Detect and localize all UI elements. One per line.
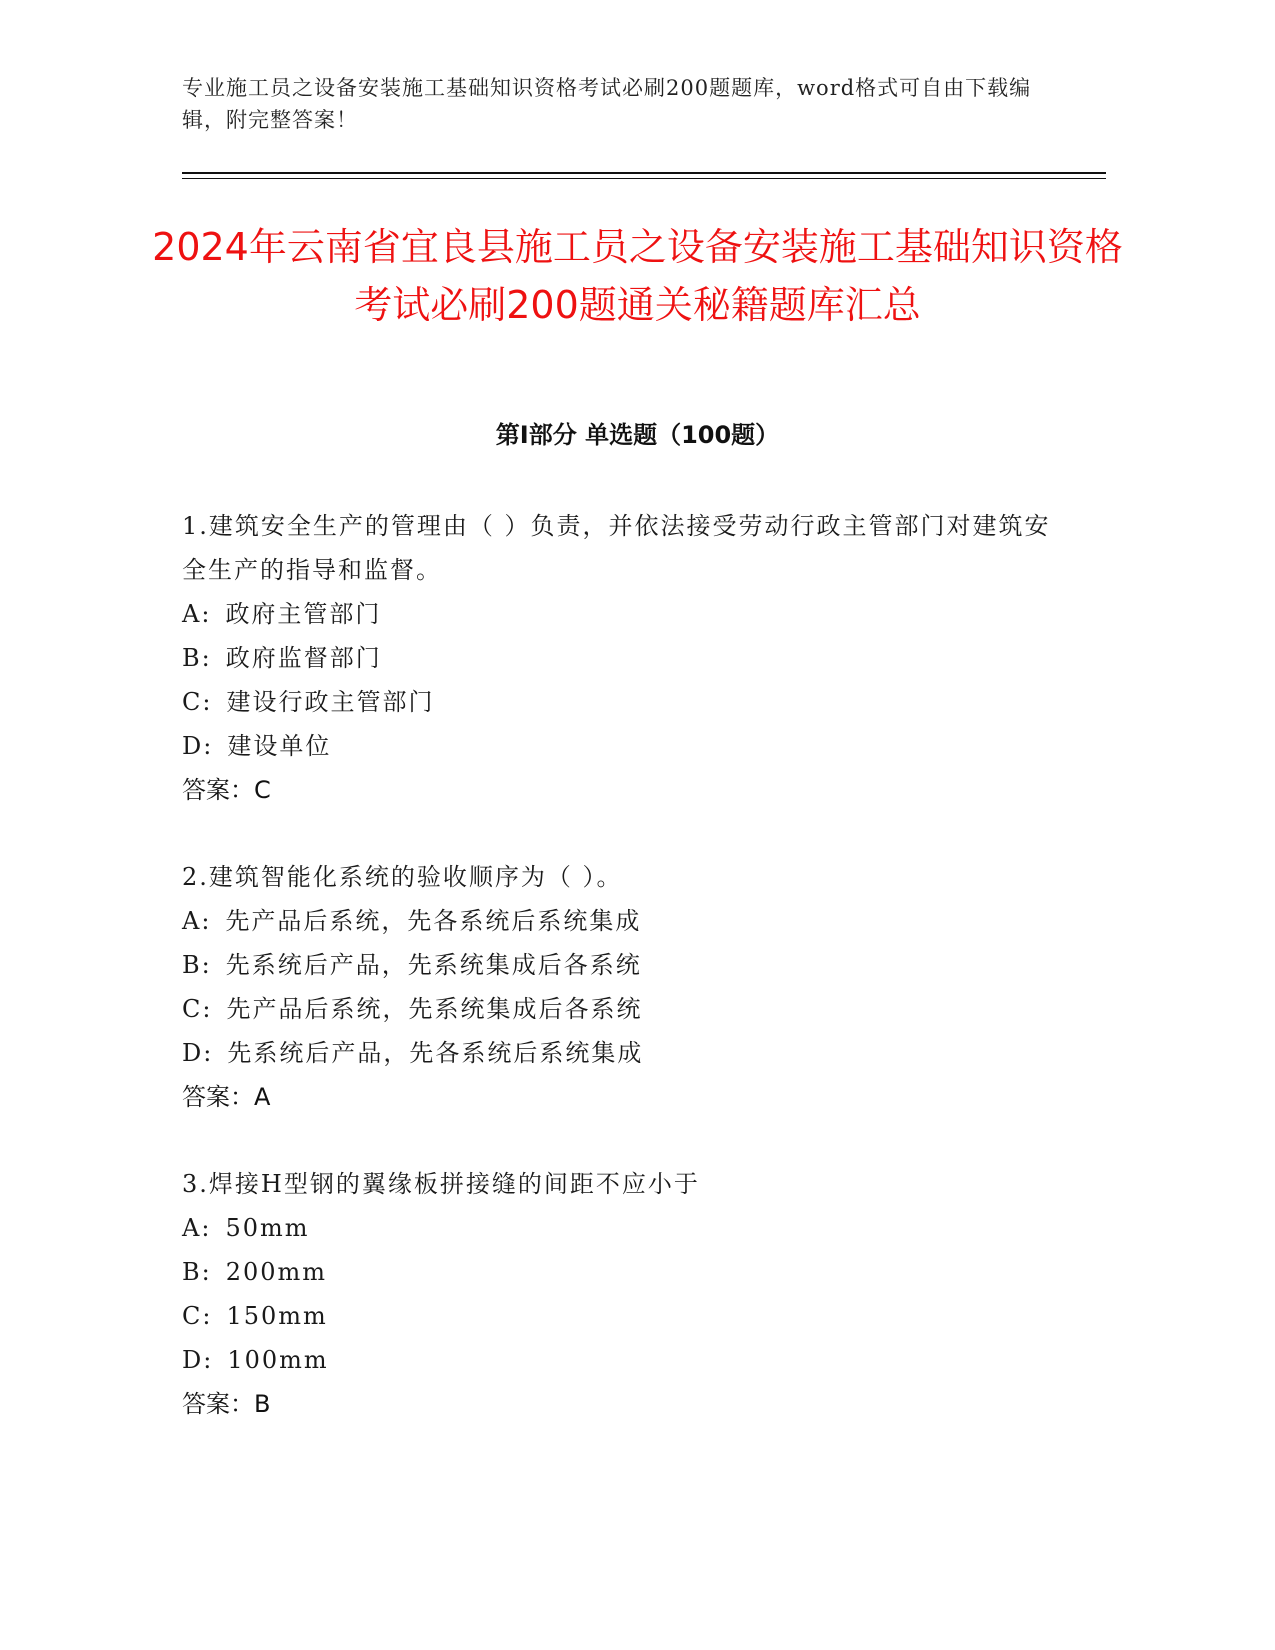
option-separator: :: [203, 732, 214, 760]
answer-line: [182, 768, 1062, 812]
option-c: [182, 1294, 1062, 1338]
option-d: [182, 1031, 1062, 1075]
question-1: [182, 504, 1062, 812]
document-title: 2024年云南省宜良县施工员之设备安装施工基础知识资格考试必刷200题通关秘籍题库汇总: [152, 225, 1123, 327]
header-rule-thin: [182, 178, 1106, 179]
question-3: [182, 1162, 1062, 1426]
option-text: 先系统后产品，先各系统后系统集成: [227, 1039, 644, 1067]
option-key: B: [182, 644, 202, 672]
option-key: D: [182, 732, 204, 760]
header-note: 专业施工员之设备安装施工基础知识资格考试必刷200题题库，word格式可自由下载编辑，附完整答案！: [182, 76, 1032, 132]
option-separator: :: [201, 1258, 212, 1286]
option-a: [182, 899, 1062, 943]
option-text: 200mm: [225, 1258, 328, 1286]
option-key: C: [182, 1302, 203, 1330]
option-text: 50mm: [225, 1214, 310, 1242]
option-separator: :: [201, 1214, 212, 1242]
option-separator: :: [201, 600, 212, 628]
option-text: 100mm: [227, 1346, 329, 1374]
option-separator: :: [202, 1302, 213, 1330]
option-separator: :: [202, 995, 213, 1023]
answer-label: 答案：: [182, 1083, 254, 1111]
question-list: [182, 504, 1062, 1469]
option-separator: :: [201, 907, 212, 935]
answer-label: 答案：: [182, 776, 254, 804]
option-d: [182, 724, 1062, 768]
option-text: 政府主管部门: [225, 600, 382, 628]
answer-line: [182, 1075, 1062, 1119]
option-b: [182, 1250, 1062, 1294]
header-rule-thick: [182, 172, 1106, 174]
question-stem: 1.建筑安全生产的管理由（ ）负责，并依法接受劳动行政主管部门对建筑安全生产的指导和监督。: [182, 512, 1051, 584]
option-text: 先产品后系统，先各系统后系统集成: [225, 907, 642, 935]
answer-line: [182, 1382, 1062, 1426]
option-separator: :: [203, 1039, 214, 1067]
option-separator: :: [201, 951, 212, 979]
option-b: [182, 943, 1062, 987]
answer-value: B: [254, 1390, 271, 1418]
option-a: [182, 592, 1062, 636]
option-text: 建设单位: [227, 732, 332, 760]
option-b: [182, 636, 1062, 680]
option-text: 150mm: [226, 1302, 328, 1330]
option-text: 政府监督部门: [225, 644, 382, 672]
answer-label: 答案：: [182, 1390, 254, 1418]
option-key: C: [182, 688, 203, 716]
option-key: A: [182, 907, 202, 935]
option-key: B: [182, 1258, 202, 1286]
option-text: 先产品后系统，先系统集成后各系统: [226, 995, 643, 1023]
option-d: [182, 1338, 1062, 1382]
question-stem: 2.建筑智能化系统的验收顺序为（ ）。: [182, 863, 623, 891]
option-key: D: [182, 1039, 204, 1067]
option-key: B: [182, 951, 202, 979]
option-separator: :: [201, 644, 212, 672]
option-key: D: [182, 1346, 204, 1374]
question-stem: 3.焊接H型钢的翼缘板拼接缝的间距不应小于: [182, 1170, 700, 1198]
answer-value: C: [254, 776, 271, 804]
option-c: [182, 987, 1062, 1031]
option-a: [182, 1206, 1062, 1250]
option-key: C: [182, 995, 203, 1023]
answer-value: A: [254, 1083, 271, 1111]
option-c: [182, 680, 1062, 724]
section-title: 第I部分 单选题（100题）: [495, 421, 780, 449]
option-key: A: [182, 1214, 202, 1242]
option-text: 建设行政主管部门: [226, 688, 435, 716]
option-separator: :: [203, 1346, 214, 1374]
option-key: A: [182, 600, 202, 628]
question-2: [182, 855, 1062, 1119]
option-text: 先系统后产品，先系统集成后各系统: [225, 951, 642, 979]
option-separator: :: [202, 688, 213, 716]
